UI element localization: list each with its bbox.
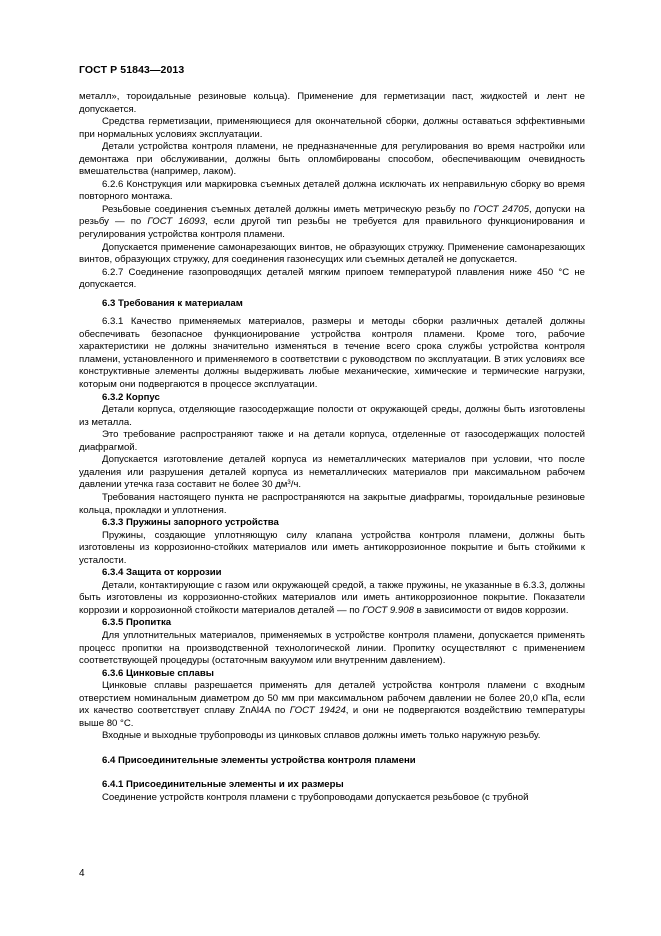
paragraph-gas-leak — [79, 454, 585, 492]
paragraph: Требования настоящего пункта не распространяются на закрытые диафрагмы, тороидальные резиновые кольца, прокладки и уплотнения. — [79, 491, 585, 516]
text-span: Цинковые сплавы разрешается применять для деталей устройства контроля пламени с входным отверстием номинальным диаметром до 50 мм при максимальном рабочем давлении не более 20,0 кПа, если их качество соответствует сплаву ZnAl4A по — [79, 680, 585, 717]
document-body — [79, 91, 585, 805]
page-header-standard-number: ГОСТ Р 51843—2013 — [79, 64, 185, 76]
section-heading-6-4: 6.4 Присоединительные элементы устройства контроля пламени — [102, 754, 416, 766]
paragraph: Соединение устройств контроля пламени с трубопроводами допускается резьбовое (с трубной — [102, 791, 529, 803]
paragraph: Допускается применение самонарезающих винтов, не образующих стружку. Применение самонарезающих винтов, образующих стружку, для соединения газонесущих или съемных деталей не допускается. — [79, 241, 585, 266]
text-span: Допускается изготовление деталей корпуса из неметаллических материалов при условии, что после удаления или разрушения деталей корпуса из неметаллических материалов при максимальном рабочем давлении утечка газа составит не более 30 дм — [79, 454, 585, 491]
paragraph: Для уплотнительных материалов, применяемых в устройстве контроля пламени, допускается применять процесс пропитки на производственной технологической линии. Пропитку осуществляют с применением соответствующей процедуры (остаточным вакуумом или внутренним давлением). — [79, 629, 585, 667]
text-span: , и они не подвергаются воздействию температуры выше 80 °C. — [79, 705, 585, 729]
subsection-heading-6-3-5: 6.3.5 Пропитка — [102, 617, 172, 629]
standard-reference-link: ГОСТ 9.908 — [362, 604, 414, 616]
paragraph-zinc-alloys — [79, 680, 585, 730]
standard-reference-link: ГОСТ 24705 — [473, 203, 529, 215]
text-span: , если другой тип резьбы не требуется для правильного функционирования и регулирования устройства контроля пламени. — [79, 216, 585, 241]
text-span: /ч. — [290, 479, 302, 491]
paragraph: Детали устройства контроля пламени, не предназначенные для регулирования во время настройки или демонтажа при обслуживании, должны быть опломбированы способом, обеспечивающим очевидность вмешательства (например, лаком). — [79, 141, 585, 178]
paragraph-corrosion — [79, 580, 585, 618]
standard-reference-link: ГОСТ 19424 — [289, 705, 346, 717]
section-heading-6-3: 6.3 Требования к материалам — [102, 297, 243, 309]
paragraph-6-3-1: 6.3.1 Качество применяемых материалов, размеры и методы сборки различных деталей должны обеспечивать безопасное функционирование устройства контроля пламени. Кроме того, рабочие характеристики не должны значительно изменяться в течение всего срока службы устройства контроля пламени, установленного и применяемого в соответствии с руководством по эксплуатации. В этих условиях все конструктивные элементы должны выдерживать любые механические, химические и термические нагрузки, которым они подвергаются в процессе эксплуатации. — [79, 316, 585, 391]
text-span: Резьбовые соединения съемных деталей должны иметь метрическую резьбу по — [102, 203, 474, 215]
subsection-heading-6-4-1: 6.4.1 Присоединительные элементы и их размеры — [102, 779, 344, 791]
paragraph: Это требование распространяют также и на детали корпуса, отделенные от газосодержащих полостей диафрагмой. — [79, 429, 585, 453]
text-span: Детали, контактирующие с газом или окружающей средой, а также пружины, не указанные в 6.3.3, должны быть изготовлены из коррозионно-стойких материалов или иметь антикоррозионное покрытие. Показатели коррозии и коррозионной стойкости материалов деталей — по — [79, 579, 585, 616]
paragraph-6-2-7: 6.2.7 Соединение газопроводящих деталей мягким припоем температурой плавления ниже 450 °C не допускается. — [79, 266, 585, 291]
subsection-heading-6-3-3: 6.3.3 Пружины запорного устройства — [102, 517, 279, 529]
subsection-heading-6-3-6: 6.3.6 Цинковые сплавы — [102, 667, 214, 679]
paragraph: Средства герметизации, применяющиеся для окончательной сборки, должны оставаться эффективными при нормальных условиях эксплуатации. — [79, 116, 585, 140]
subsection-heading-6-3-4: 6.3.4 Защита от коррозии — [102, 567, 222, 579]
paragraph-6-2-6: 6.2.6 Конструкция или маркировка съемных деталей должна исключать их неправильную сборку во время повторного монтажа. — [79, 178, 585, 203]
standard-reference-link: ГОСТ 16093 — [147, 216, 205, 228]
paragraph: Входные и выходные трубопроводы из цинковых сплавов должны иметь только наружную резьбу. — [102, 730, 541, 742]
paragraph: металл», тороидальные резиновые кольца). Применение для герметизации паст, жидкостей и лент не допускается. — [79, 91, 585, 115]
paragraph: Пружины, создающие уплотняющую силу клапана устройства контроля пламени, должны быть изготовлены из коррозионно-стойких материалов или иметь антикоррозионное покрытие и быть стойкими к усталости. — [79, 529, 585, 566]
paragraph-thread-requirements — [79, 204, 585, 242]
text-span: , допуски на резьбу — по — [79, 203, 585, 228]
page-number: 4 — [79, 868, 85, 879]
paragraph: Детали корпуса, отделяющие газосодержащие полости от окружающей среды, должны быть изготовлены из металла. — [79, 404, 585, 428]
subsection-heading-6-3-2: 6.3.2 Корпус — [102, 391, 160, 403]
superscript: 3 — [287, 480, 291, 487]
text-span: в зависимости от видов коррозии. — [413, 604, 569, 616]
